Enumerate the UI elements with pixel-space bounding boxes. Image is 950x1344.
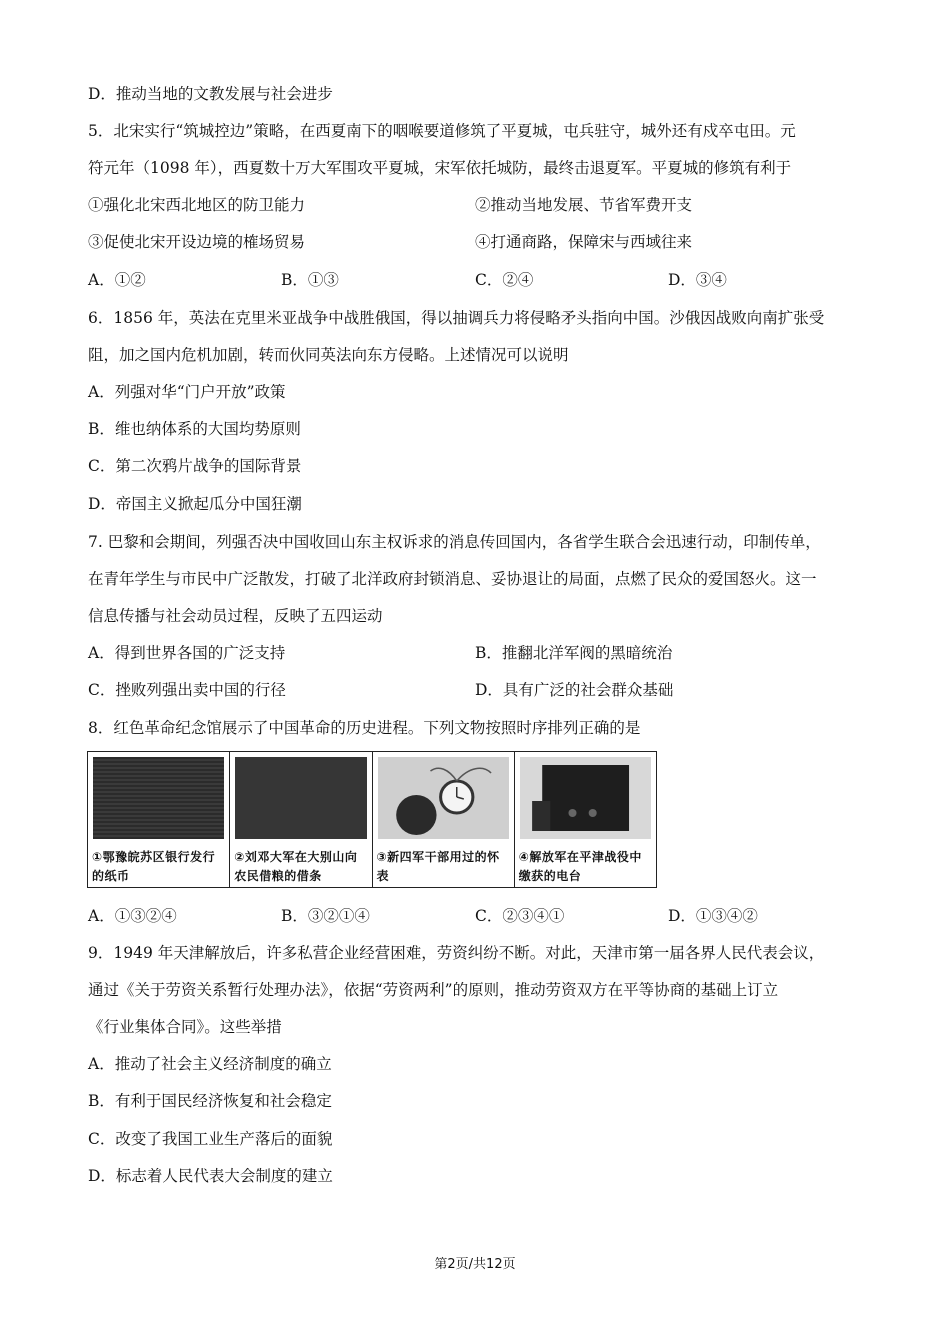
- artifact-strip: [87, 751, 657, 888]
- banknote-photo: [93, 757, 224, 839]
- artifact-caption: ③新四军干部用过的怀表: [376, 850, 500, 883]
- option-q5opts-3: D．③④: [668, 271, 727, 289]
- artifact-caption: ①鄂豫皖苏区银行发行的纸币: [92, 850, 216, 883]
- option-q5s1-0: ①强化北宋西北地区的防卫能力: [88, 196, 306, 214]
- artifact-caption: ④解放军在平津战役中缴获的电台: [518, 850, 642, 883]
- option-q8opts-3: D．①③④②: [668, 907, 758, 925]
- option-q5s2-0: ③促使北宋开设边境的榷场贸易: [88, 233, 306, 251]
- text-line-q9D: D．标志着人民代表大会制度的建立: [88, 1167, 333, 1185]
- option-q7opts2-1: D．具有广泛的社会群众基础: [475, 681, 674, 699]
- text-line-q7b: 在青年学生与市民中广泛散发，打破了北洋政府封锁消息、妥协退让的局面，点燃了民众的爱国怒火。这一: [88, 570, 817, 588]
- radio-set-photo: [520, 757, 651, 839]
- text-line-q9b: 通过《关于劳资关系暂行处理办法》，依据“劳资两利”的原则，推动劳资双方在平等协商的基础上订立: [88, 981, 779, 999]
- artifact-4: [515, 752, 656, 887]
- artifact-3: [373, 752, 515, 887]
- text-line-q5b: 符元年（1098 年），西夏数十万大军围攻平夏城，宋军依托城防，最终击退夏军。平夏城的修筑有利于: [88, 159, 792, 177]
- text-line-q6B: B．维也纳体系的大国均势原则: [88, 420, 301, 438]
- text-line-q7a: 7. 巴黎和会期间，列强否决中国收回山东主权诉求的消息传回国内，各省学生联合会迅速行动，印制传单，: [88, 533, 821, 551]
- pocket-watch-photo: [378, 757, 509, 839]
- option-q7opts1-0: A．得到世界各国的广泛支持: [88, 644, 286, 662]
- option-q8opts-2: C．②③④①: [475, 907, 565, 925]
- option-q8opts-1: B．③②①④: [281, 907, 370, 925]
- text-line-q9B: B．有利于国民经济恢复和社会稳定: [88, 1092, 332, 1110]
- text-line-q6b: 阻，加之国内危机加剧，转而伙同英法向东方侵略。上述情况可以说明: [88, 346, 569, 364]
- text-line-q7c: 信息传播与社会动员过程，反映了五四运动: [88, 607, 383, 625]
- option-q5s2-1: ④打通商路，保障宋与西域往来: [475, 233, 693, 251]
- option-q5opts-1: B．①③: [281, 271, 339, 289]
- text-line-q4d: D．推动当地的文教发展与社会进步: [88, 85, 333, 103]
- option-q8opts-0: A．①③②④: [88, 907, 177, 925]
- option-q5opts-0: A．①②: [88, 271, 146, 289]
- text-line-q9c: 《行业集体合同》。这些举措: [88, 1018, 282, 1036]
- artifact-2: [230, 752, 372, 887]
- text-line-q5a: 5．北宋实行“筑城控边”策略，在西夏南下的咽喉要道修筑了平夏城，屯兵驻守，城外还有戍卒屯田。元: [88, 122, 796, 140]
- option-q7opts2-0: C．挫败列强出卖中国的行径: [88, 681, 286, 699]
- text-line-q6a: 6．1856 年，英法在克里米亚战争中战胜俄国，得以抽调兵力将侵略矛头指向中国。沙俄因战败向南扩张受: [88, 309, 825, 327]
- artifact-caption: ②刘邓大军在大别山向农民借粮的借条: [234, 850, 358, 883]
- option-q5s1-1: ②推动当地发展、节省军费开支: [475, 196, 693, 214]
- page-footer: 第2页/共12页: [434, 1257, 516, 1272]
- text-line-q6A: A．列强对华“门户开放”政策: [88, 383, 286, 401]
- text-line-q9C: C．改变了我国工业生产落后的面貌: [88, 1130, 333, 1148]
- text-line-q9a: 9．1949 年天津解放后，许多私营企业经营困难，劳资纠纷不断。对此，天津市第一届各界人民代表会议，: [88, 944, 825, 962]
- artifact-1: [88, 752, 230, 887]
- iou-note-photo: [235, 757, 366, 839]
- text-line-q9A: A．推动了社会主义经济制度的确立: [88, 1055, 332, 1073]
- option-q5opts-2: C．②④: [475, 271, 534, 289]
- text-line-q8a: 8．红色革命纪念馆展示了中国革命的历史进程。下列文物按照时序排列正确的是: [88, 719, 641, 737]
- text-line-q6C: C．第二次鸦片战争的国际背景: [88, 457, 302, 475]
- text-line-q6D: D．帝国主义掀起瓜分中国狂潮: [88, 495, 302, 513]
- option-q7opts1-1: B．推翻北洋军阀的黑暗统治: [475, 644, 673, 662]
